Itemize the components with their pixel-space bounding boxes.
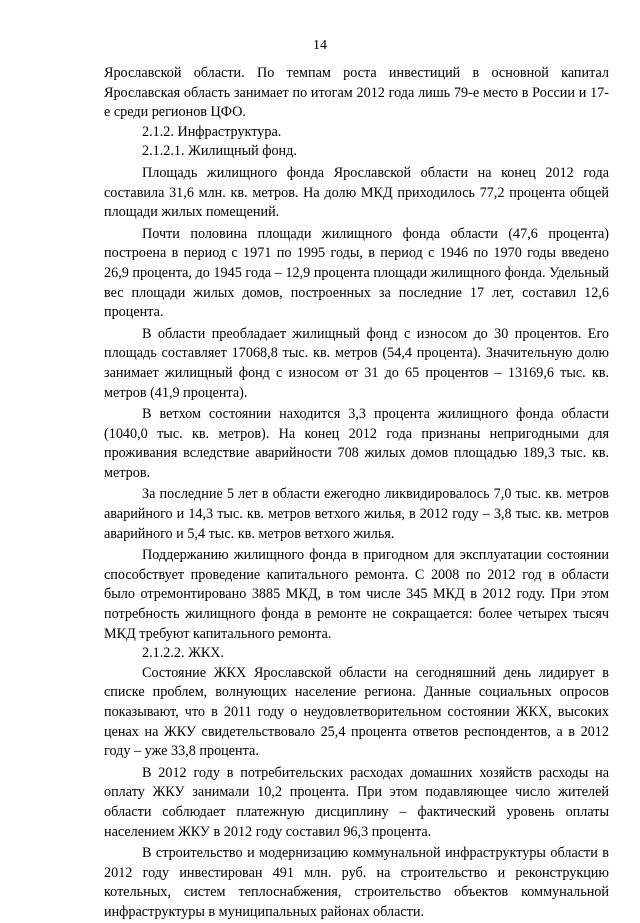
heading-housing-utilities: 2.1.2.2. ЖКХ. bbox=[142, 645, 225, 662]
heading-housing-stock: 2.1.2.1. Жилищный фонд. bbox=[142, 143, 297, 160]
paragraph-utilities-expenses: В 2012 году в потребительских расходах домашних хозяйств расходы на оплату ЖКУ занимали 10,2 процента. При этом подавляющее число жителей области соблюдает платежную дисциплину – фактический уровень оплаты населением ЖКУ в 2012 году составил 96,3 процента. bbox=[104, 764, 609, 840]
paragraph-housing-area: Площадь жилищного фонда Ярославской области на конец 2012 года составила 31,6 млн. кв. метров. На долю МКД приходилось 77,2 процента общей площади жилых помещений. bbox=[104, 164, 609, 221]
paragraph-utilities-state: Состояние ЖКХ Ярославской области на сегодняшний день лидирует в списке проблем, волнующих население региона. Данные социальных опросов показывают, что в 2011 году о неудовлетворительном состоянии ЖКХ, высоких ценах на ЖКУ свидетельствовало 25,4 процента ответов респондентов, а в 2012 году – уже 33,8 процента. bbox=[104, 664, 609, 760]
paragraph-liquidation: За последние 5 лет в области ежегодно ликвидировалось 7,0 тыс. кв. метров аварийного и 14,3 тыс. кв. метров ветхого жилья, в 2012 году – 3,8 тыс. кв. метров аварийного и 5,4 тыс. кв. метров ветхого жилья. bbox=[104, 486, 609, 542]
paragraph-capital-repair: Поддержанию жилищного фонда в пригодном для эксплуатации состоянии способствует проведение капитального ремонта. С 2008 по 2012 год в области было отремонтировано 3885 МКД, в том числе 345 МКД в 2012 году. При этом потребность жилищного фонда в ремонте не сокращается: более четырех тысяч МКД требуют капитального ремонта. bbox=[104, 547, 609, 642]
paragraph-wear-levels: В области преобладает жилищный фонд с износом до 30 процентов. Его площадь составляет 17068,8 тыс. кв. метров (54,4 процента). Значительную долю занимает жилищный фонд с износом от 31 до 65 процентов – 13169,6 тыс. кв. метров (41,9 процента). bbox=[104, 325, 609, 401]
heading-infrastructure: 2.1.2. Инфраструктура. bbox=[142, 123, 282, 140]
paragraph-construction-periods: Почти половина площади жилищного фонда области (47,6 процента) построена в период с 1971 по 1995 годы, в период с 1946 по 1970 годы введено 26,9 процента, до 1945 года – 12,9 процента площади жилищного фонда. Удельный вес площади жилых домов, построенных за последние 17 лет, составил 12,6 процента. bbox=[104, 225, 609, 321]
paragraph-infrastructure-investment: В строительство и модернизацию коммунальной инфраструктуры области в 2012 году инвестирован 491 млн. руб. на строительство и реконструкцию котельных, систем теплоснабжения, строительство объектов коммунальной инфраструктуры в муниципальных районах области. bbox=[104, 845, 609, 920]
document-body bbox=[104, 64, 609, 923]
paragraph-investment-continuation: Ярославской области. По темпам роста инвестиций в основной капитал Ярославская область занимает по итогам 2012 года лишь 79-е место в России и 17-е среди регионов ЦФО. bbox=[104, 65, 609, 121]
paragraph-dilapidated-housing: В ветхом состоянии находится 3,3 процента жилищного фонда области (1040,0 тыс. кв. метров). На конец 2012 года признаны непригодными для проживания вследствие аварийности 708 жилых домов площадью 189,3 тыс. кв. метров. bbox=[104, 406, 609, 481]
page-number: 14 bbox=[313, 38, 327, 53]
